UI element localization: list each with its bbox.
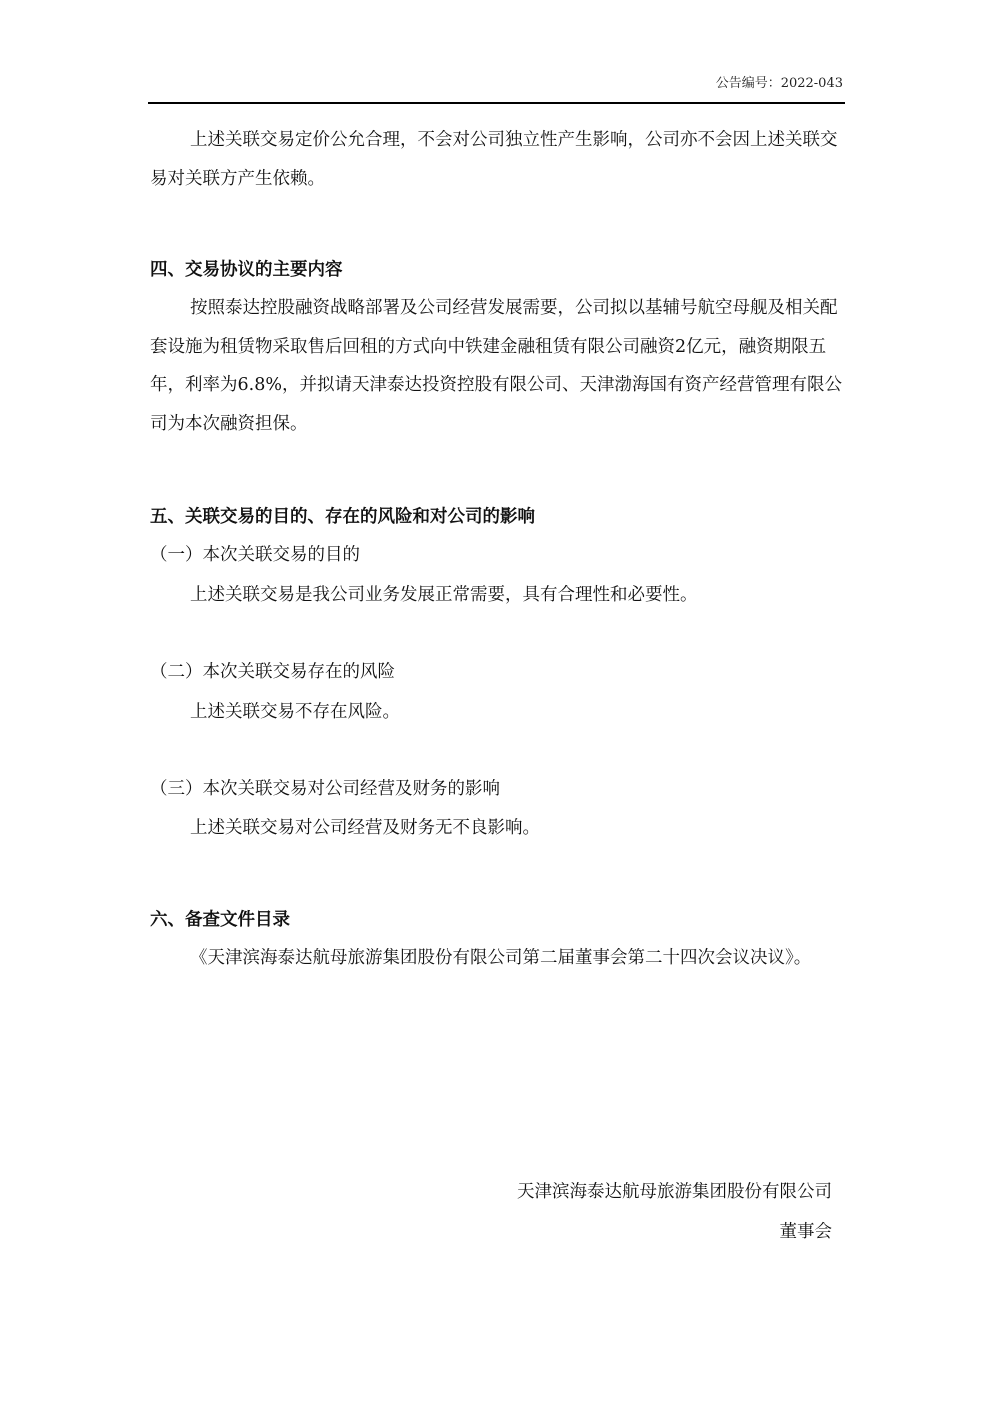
section-5-sub3-body: 上述关联交易对公司经营及财务无不良影响。 [190, 818, 540, 838]
signature-board: 董事会 [779, 1222, 832, 1242]
pricing-paragraph: 上述关联交易定价公允合理，不会对公司独立性产生影响，公司亦不会因上述关联交易对关联方产生依赖。 [150, 130, 838, 189]
section-5-sub2-title: （二）本次关联交易存在的风险 [150, 662, 395, 682]
announcement-number: 公告编号：2022-043 [715, 76, 843, 91]
section-4-title: 四、交易协议的主要内容 [150, 260, 343, 280]
section-5-sub1-body: 上述关联交易是我公司业务发展正常需要，具有合理性和必要性。 [190, 585, 698, 605]
section-6-title: 六、备查文件目录 [150, 910, 290, 930]
section-4-body: 按照泰达控股融资战略部署及公司经营发展需要，公司拟以基辅号航空母舰及相关配套设施为租赁物采取售后回租的方式向中铁建金融租赁有限公司融资2亿元，融资期限五年，利率为6.8%，并拟请天津泰达投资控股有限公司、天津渤海国有资产经营管理有限公司为本次融资担保。 [150, 298, 842, 434]
section-6-body: 《天津滨海泰达航母旅游集团股份有限公司第二届董事会第二十四次会议决议》。 [190, 948, 812, 968]
section-5-sub3-title: （三）本次关联交易对公司经营及财务的影响 [150, 779, 500, 799]
signature-company: 天津滨海泰达航母旅游集团股份有限公司 [517, 1182, 832, 1202]
section-5-sub2-body: 上述关联交易不存在风险。 [190, 702, 400, 722]
page-header [148, 70, 845, 104]
section-5-sub1-title: （一）本次关联交易的目的 [150, 545, 360, 565]
section-5-title: 五、关联交易的目的、存在的风险和对公司的影响 [150, 507, 535, 527]
